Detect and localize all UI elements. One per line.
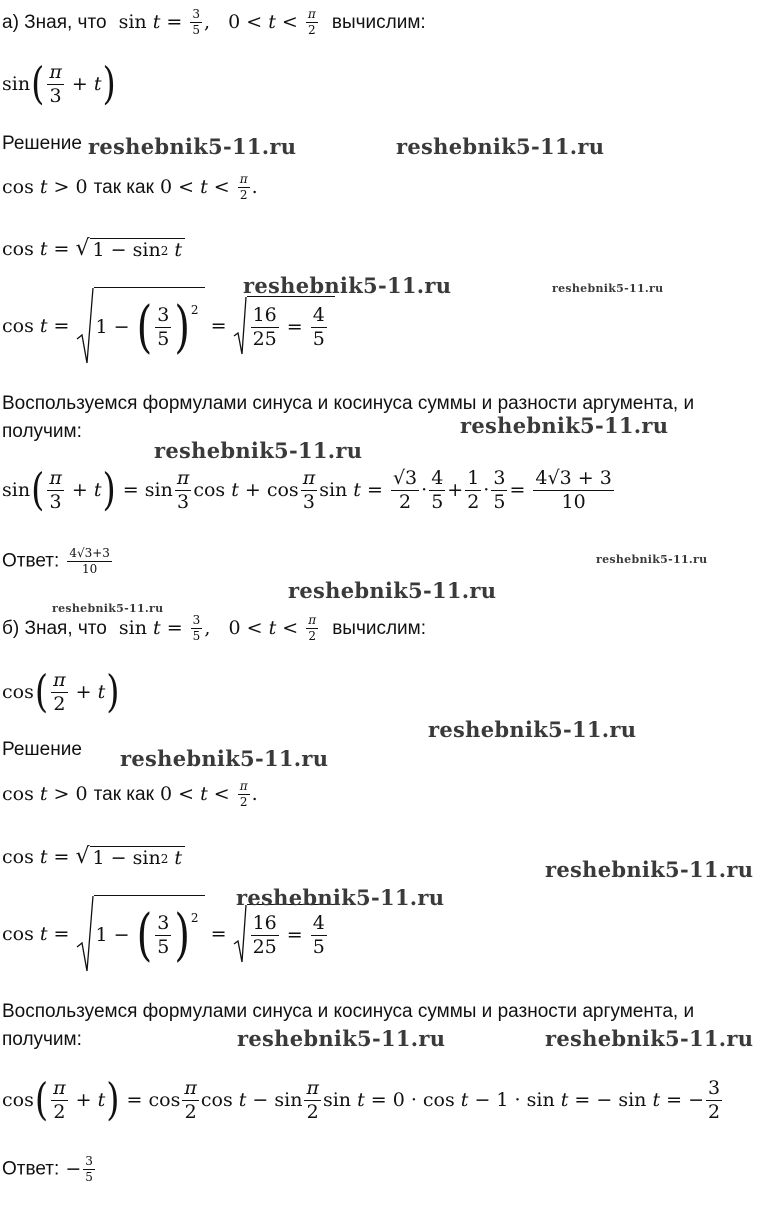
watermark: reshebnik5-11.ru — [120, 746, 329, 771]
part-a-final-num: 4√3 + 3 — [535, 467, 612, 489]
part-a-intro-end: вычислим: — [331, 12, 426, 34]
watermark: reshebnik5-11.ru — [52, 602, 164, 615]
part-a-intro-label: а) Зная, что — [2, 12, 107, 34]
part-b-positivity-text: так как — [93, 784, 154, 806]
watermark: reshebnik5-11.ru — [552, 282, 664, 295]
watermark: reshebnik5-11.ru — [243, 273, 452, 298]
part-b-cos-computation: cos t = 1 − ( $\frac{3}{5}$ ) $^2$ = $\frac{16}{25}$ = $\frac{4}{5}$ — [2, 894, 335, 974]
part-b-solution-label: Решение — [2, 739, 82, 760]
part-a-cos-computation: cos t = 1 − ( $\frac{3}{5}$ ) $^2$ = $\frac{16}{25}$ = $\frac{4}{5}$ — [2, 286, 335, 366]
watermark: reshebnik5-11.ru — [396, 134, 605, 159]
part-b-answer-den: 5 — [85, 1170, 93, 1185]
watermark: reshebnik5-11.ru — [236, 885, 445, 910]
part-b-formula-text: Воспользуемся формулами синуса и косинуса суммы и разности аргумента, и — [2, 1001, 695, 1022]
part-b-cos-positive: cos t > 0 так как 0 < t < $\frac{\pi}{2}$ . — [2, 779, 258, 810]
watermark: reshebnik5-11.ru — [237, 1026, 446, 1051]
part-a-big-radical: 1 − ( $\frac{3}{5}$ ) $^2$ — [76, 287, 205, 365]
watermark: reshebnik5-11.ru — [154, 438, 363, 463]
part-b-intro: б) Зная, что sin t = $\frac{3}{5}$ , 0 < t < $\frac{\pi}{2}$ вычислим: — [2, 613, 426, 644]
part-b-intro-label: б) Зная, что — [2, 618, 107, 640]
part-b-intro-end: вычислим: — [332, 618, 426, 640]
part-a-formula-text: Воспользуемся формулами синуса и косинуса суммы и разности аргумента, и — [2, 393, 695, 414]
watermark: reshebnik5-11.ru — [460, 413, 669, 438]
watermark: reshebnik5-11.ru — [596, 553, 708, 566]
watermark: reshebnik5-11.ru — [545, 1026, 754, 1051]
part-a-answer — [2, 547, 114, 576]
watermark: reshebnik5-11.ru — [428, 717, 637, 742]
part-a-answer-label: Ответ: — [2, 550, 60, 572]
part-b-answer — [2, 1155, 97, 1184]
part-a-main-computation: sin ( $\frac{\pi}{3}$ + t ) = sin $\frac{\pi}{3}$ cos t + cos $\frac{\pi}{3}$ sin t = $\frac{√3}{2}$ · $\frac{4}{5}$ + $\frac{1}{2}$ · $\frac{3}{5}$ = $\frac{4√3 + 3}{10}$ — [2, 464, 612, 517]
part-a-cos-formula: cos t = √ 1 − sin 2 t — [2, 238, 185, 260]
watermark: reshebnik5-11.ru — [288, 578, 497, 603]
part-a-answer-den: 10 — [81, 562, 98, 577]
part-a-solution-label: Решение — [2, 133, 82, 154]
part-b-task-expression: cos ( $\frac{\pi}{2}$ + t ) — [2, 666, 120, 719]
part-a-task-expression: sin ( $\frac{\pi}{3}$ + t ) — [2, 58, 116, 111]
part-b-cos-formula: cos t = √ 1 − sin 2 t — [2, 846, 185, 868]
part-a-positivity-text: так как — [93, 177, 154, 199]
part-a-answer-num: 4√3+3 — [67, 547, 112, 562]
part-b-formula-text-2: получим: — [2, 1029, 82, 1050]
watermark: reshebnik5-11.ru — [88, 134, 297, 159]
part-b-answer-sign: − — [65, 1157, 82, 1180]
part-a-final-den: 10 — [561, 490, 586, 513]
watermark: reshebnik5-11.ru — [545, 857, 754, 882]
part-a-formula-text-2: получим: — [2, 421, 82, 442]
part-a-cos-positive: cos t > 0 так как 0 < t < $\frac{\pi}{2}$ . — [2, 172, 258, 203]
part-b-big-radical: 1 − ( $\frac{3}{5}$ ) $^2$ — [76, 895, 205, 973]
part-a-intro: а) Зная, что sin t = $\frac{3}{5}$ , 0 < t < $\frac{\pi}{2}$ вычислим: — [2, 7, 426, 38]
part-b-answer-num: 3 — [83, 1155, 95, 1170]
part-b-answer-label: Ответ: — [2, 1158, 60, 1180]
part-b-main-computation: cos ( $\frac{\pi}{2}$ + t ) = cos $\frac{\pi}{2}$ cos t − sin $\frac{\pi}{2}$ sin t = 0 · cos t − 1 · sin t = − sin t = − $\frac{3}{2}$ — [2, 1074, 721, 1127]
